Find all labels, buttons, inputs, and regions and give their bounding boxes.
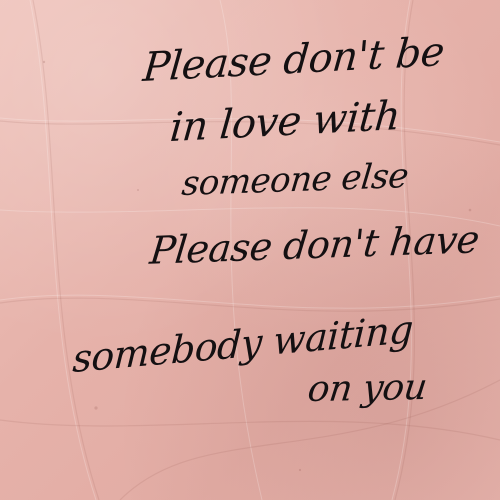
note-line-6: on you (305, 366, 430, 411)
note-line-2: in love with (168, 92, 402, 152)
note-line-1: Please don't be (141, 28, 446, 92)
note-line-4: Please don't have (147, 217, 482, 273)
note-line-5: somebody waiting (71, 306, 415, 382)
note-line-3: someone else (179, 155, 411, 205)
